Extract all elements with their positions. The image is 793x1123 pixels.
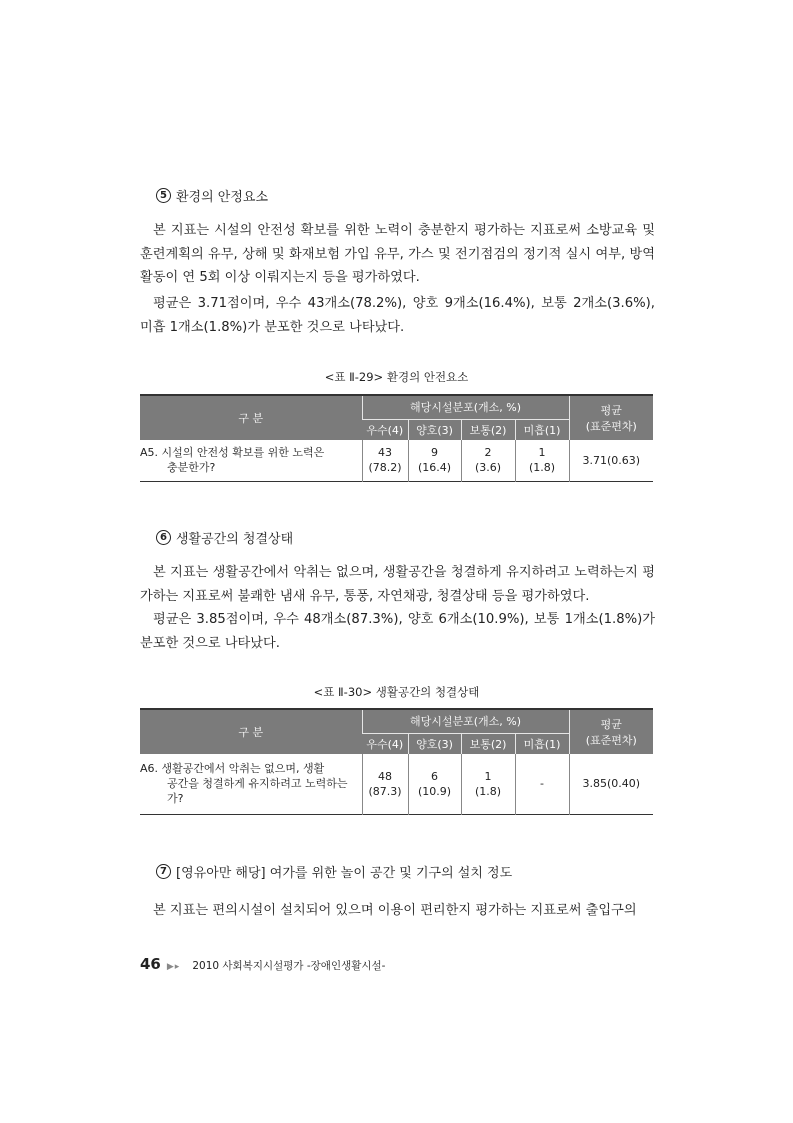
- cell-poor: 1 (1.8): [515, 440, 569, 482]
- cell-good: 9 (16.4): [408, 440, 461, 482]
- circled-number: 6: [156, 530, 171, 545]
- item-label: A6. 생활공간에서 악취는 없으며, 생활 공간을 청결하게 유지하려고 노력하는가?: [140, 762, 348, 806]
- page-footer: [140, 955, 385, 973]
- table-caption: <표 Ⅱ-29> 환경의 안전요소: [324, 370, 469, 384]
- section-title: 환경의 안정요소: [176, 190, 269, 205]
- header-level: 양호(3): [408, 733, 461, 754]
- cell-mean: 3.71(0.63): [569, 440, 653, 482]
- header-level: 양호(3): [408, 419, 461, 440]
- header-level: 미흡(1): [515, 419, 569, 440]
- data-table: [140, 394, 653, 482]
- cell-poor: -: [515, 754, 569, 815]
- header-level: 보통(2): [461, 733, 515, 754]
- circled-number: 7: [156, 864, 171, 879]
- section-heading: [156, 186, 268, 205]
- header-mean: 평균 (표준편차): [569, 395, 653, 440]
- cell-good: 6 (10.9): [408, 754, 461, 815]
- header-level: 우수(4): [362, 419, 408, 440]
- header-level: 보통(2): [461, 419, 515, 440]
- section-title: 생활공간의 청결상태: [176, 532, 294, 547]
- arrow-icon: ▶▸: [166, 962, 181, 972]
- body-paragraph: 본 지표는 생활공간에서 악취는 없으며, 생활공간을 청결하게 유지하려고 노력하는지 평가하는 지표로써 불쾌한 냄새 유무, 통풍, 자연채광, 청결상태 등을 평가하였다.: [140, 565, 655, 604]
- section-title: [영유아만 해당] 여가를 위한 놀이 공간 및 기구의 설치 정도: [176, 866, 513, 881]
- data-table: [140, 708, 653, 815]
- table-row: [140, 440, 653, 482]
- header-mean: 평균 (표준편차): [569, 709, 653, 754]
- section-heading: [156, 862, 512, 881]
- table-caption: <표 Ⅱ-30> 생활공간의 청결상태: [313, 685, 480, 699]
- header-category: 구 분: [140, 395, 362, 440]
- page-number: 46: [140, 955, 161, 973]
- item-label: A5. 시설의 안전성 확보를 위한 노력은 충분한가?: [140, 446, 325, 475]
- body-paragraph: 평균은 3.71점이며, 우수 43개소(78.2%), 양호 9개소(16.4%), 보통 2개소(3.6%), 미흡 1개소(1.8%)가 분포한 것으로 나타났다.: [140, 296, 655, 335]
- cell-mean: 3.85(0.40): [569, 754, 653, 815]
- section-heading: [156, 528, 293, 547]
- body-paragraph: 본 지표는 편의시설이 설치되어 있으며 이용이 편리한지 평가하는 지표로써 출입구의: [153, 903, 637, 918]
- body-paragraph: 본 지표는 시설의 안전성 확보를 위한 노력이 충분한지 평가하는 지표로써 소방교육 및 훈련계획의 유무, 상해 및 화재보험 가입 유무, 가스 및 전기점검의 정기적 실시 여부, 방역활동이 연 5회 이상 이뤄지는지 등을 평가하였다.: [140, 223, 655, 285]
- header-distribution: 해당시설분포(개소, %): [362, 709, 569, 733]
- header-level: 미흡(1): [515, 733, 569, 754]
- footer-title: 2010 사회복지시설평가 -장애인생활시설-: [192, 960, 386, 972]
- header-level: 우수(4): [362, 733, 408, 754]
- cell-excellent: 43 (78.2): [362, 440, 408, 482]
- header-distribution: 해당시설분포(개소, %): [362, 395, 569, 419]
- cell-excellent: 48 (87.3): [362, 754, 408, 815]
- cell-average: 1 (1.8): [461, 754, 515, 815]
- header-category: 구 분: [140, 709, 362, 754]
- cell-average: 2 (3.6): [461, 440, 515, 482]
- table-row: [140, 754, 653, 815]
- circled-number: 5: [156, 188, 171, 203]
- body-paragraph: 평균은 3.85점이며, 우수 48개소(87.3%), 양호 6개소(10.9%), 보통 1개소(1.8%)가 분포한 것으로 나타났다.: [140, 612, 655, 651]
